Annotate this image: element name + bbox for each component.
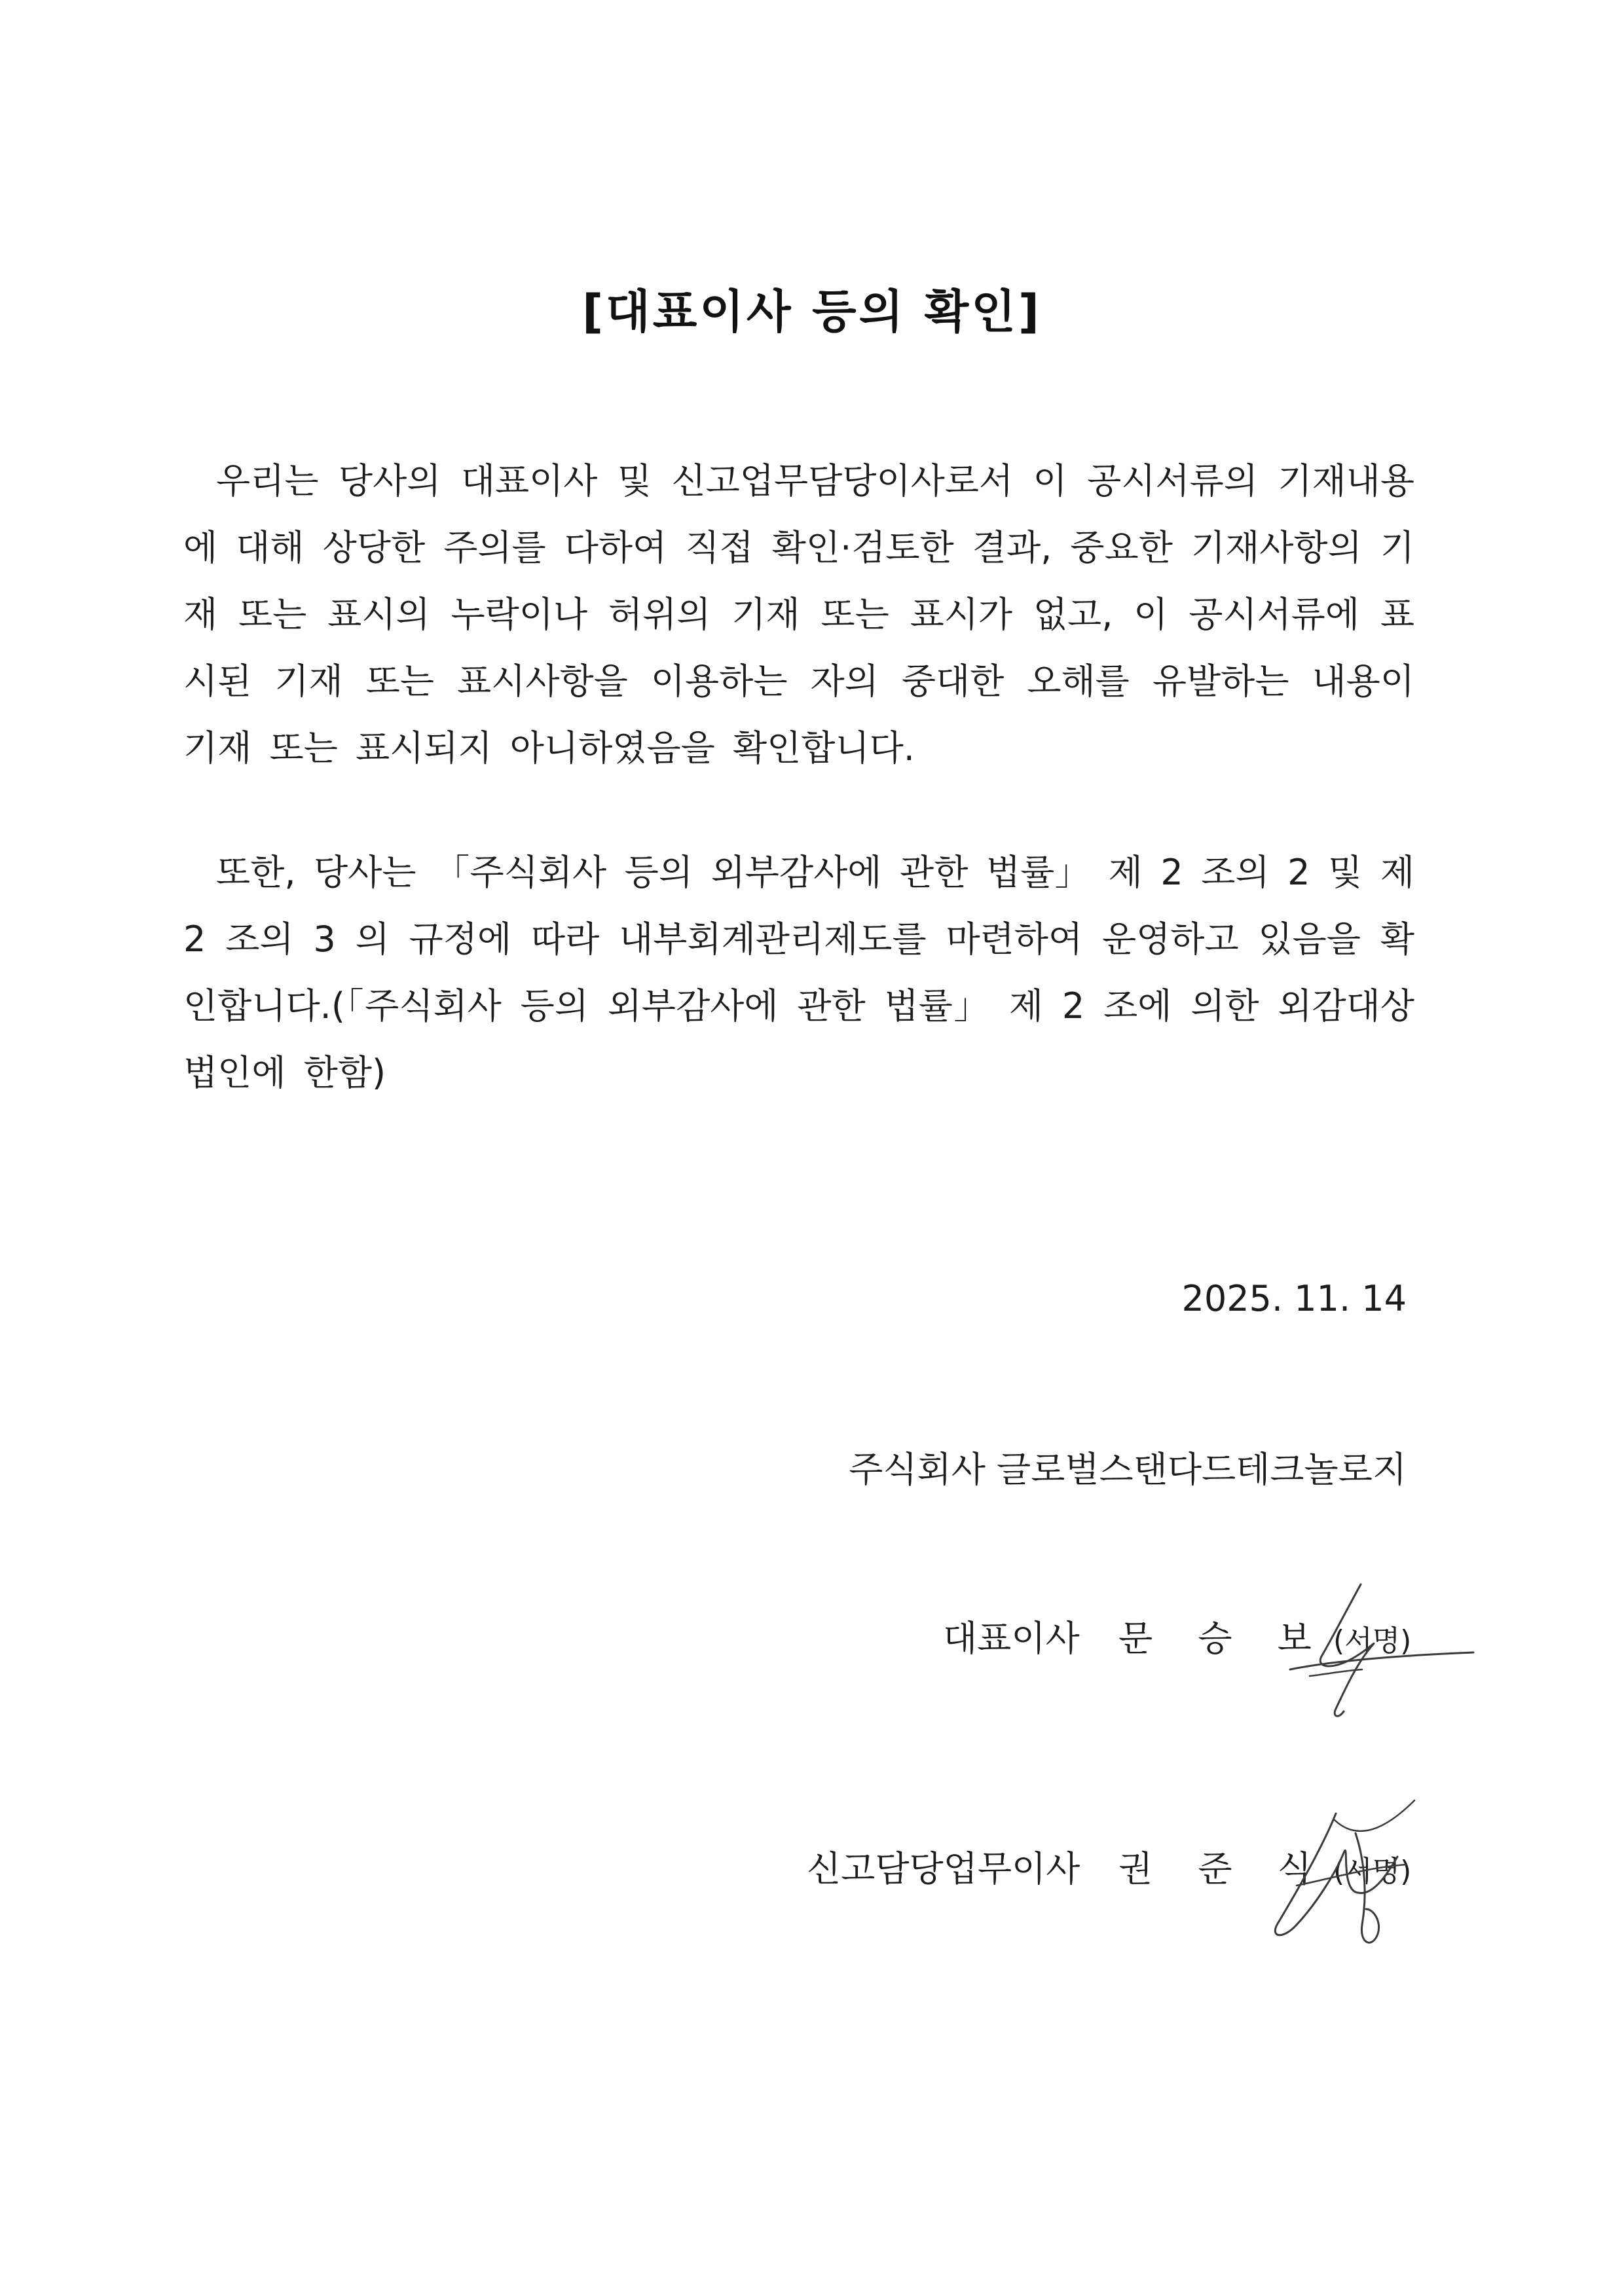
internal-control-paragraph-text: 또한, 당사는 「주식회사 등의 외부감사에 관한 법률」 제 2 조의 2 및 제 2 조의 3 의 규정에 따라 내부회계관리제도를 마련하여 운영하고 있음을 확인합니다.(「주식회사 등의 외부감사에 관한 법률」 제 2 조에 의한 외감대상법인에 한함) [183,852,1414,1093]
signatory-name: 권 준 식 [1118,1848,1329,1889]
signatory-role: 대표이사 [943,1618,1080,1659]
handwritten-signature [1283,1571,1480,1728]
signatory-name: 문 승 보 [1118,1618,1329,1659]
confirmation-paragraph-text: 우리는 당사의 대표이사 및 신고업무담당이사로서 이 공시서류의 기재내용에 대해 상당한 주의를 다하여 직접 확인·검토한 결과, 중요한 기재사항의 기재 또는 표시의 누락이나 허위의 기재 또는 표시가 없고, 이 공시서류에 표시된 기재 또는 표시사항을 이용하는 자의 중대한 오해를 유발하는 내용이 기재 또는 표시되지 아니하였음을 확인합니다. [183,460,1414,769]
document-date: 2025. 11. 14 [1181,1278,1407,1319]
signatory-role: 신고담당업무이사 [807,1848,1080,1889]
confirmation-paragraph [183,448,1414,782]
signature-label: (서명) [1333,1624,1412,1658]
document-title: [대표이사 등의 확인] [582,285,1042,338]
handwritten-signature [1257,1794,1454,1964]
internal-control-paragraph [183,839,1414,1106]
company-name: 주식회사 글로벌스탠다드테크놀로지 [849,1449,1407,1490]
signature-label: (서명) [1333,1855,1412,1888]
